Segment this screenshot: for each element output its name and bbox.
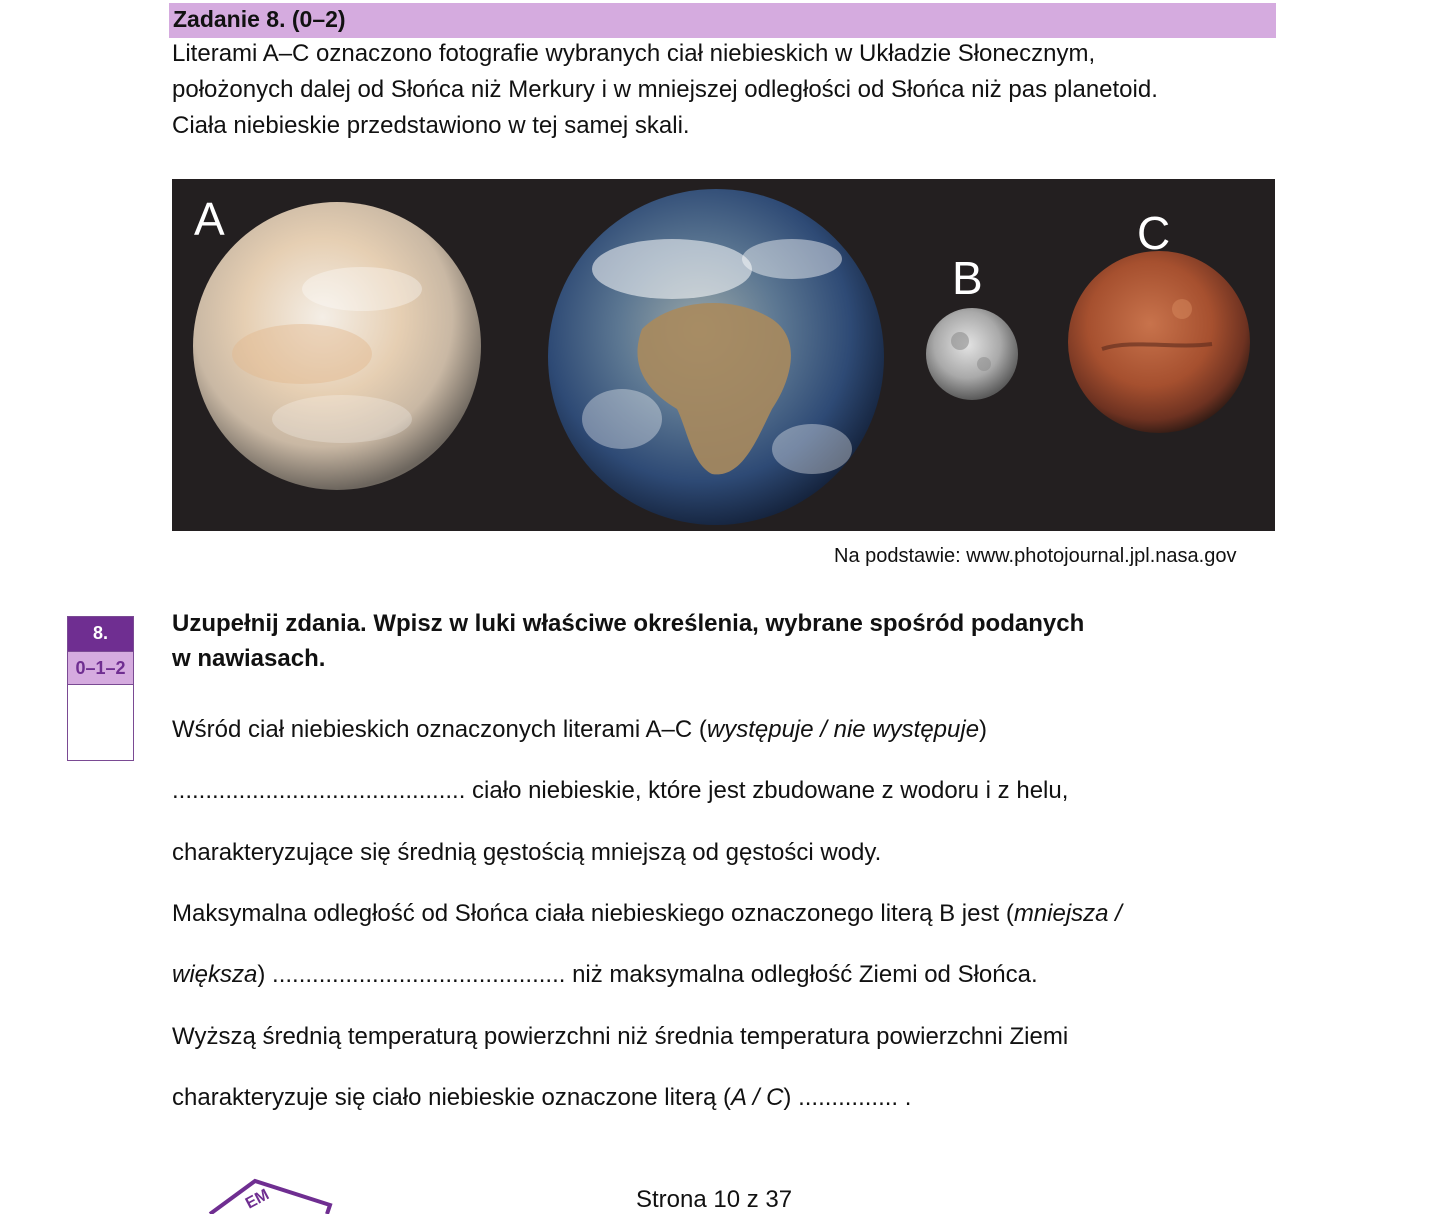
label-b: B (952, 252, 983, 304)
sentence-3-line-1: Wyższą średnią temperaturą powierzchni niż średnia temperatura powierzchni Ziemi (172, 1023, 1069, 1050)
figure-source: Na podstawie: www.photojournal.jpl.nasa.gov (834, 545, 1237, 567)
label-c: C (1137, 207, 1171, 259)
intro-line-2: położonych dalej od Słońca niż Merkury i w mniejszej odległości od Słońca niż pas planetoid. (172, 76, 1158, 103)
mars-planet (1068, 251, 1250, 433)
intro-text (172, 36, 1158, 144)
sentence-2-line-2: większa) ............................................ niż maksymalna odległość Ziemi od Słońca. (172, 961, 1038, 988)
page-number: Strona 10 z 37 (636, 1186, 793, 1213)
score-number: 8. (68, 617, 133, 651)
option-mniejsza: mniejsza / (1013, 900, 1122, 927)
instruction (172, 606, 1084, 676)
intro-line-3: Ciała niebieskie przedstawiono w tej samej skali. (172, 112, 690, 139)
sentence-1-line-3: charakteryzujące się średnią gęstością mniejszą od gęstości wody. (172, 839, 882, 866)
option-wystepuje: występuje / nie występuje (706, 716, 980, 743)
sentence-3-line-2: charakteryzuje się ciało niebieskie oznaczone literą (A / C) ............... . (172, 1084, 912, 1111)
sentence-2-line-1: Maksymalna odległość od Słońca ciała niebieskiego oznaczonego literą B jest (mniejsza / (172, 900, 1122, 927)
score-field (68, 685, 133, 760)
instruction-line-2: w nawiasach. (172, 645, 326, 672)
moon-body (926, 308, 1018, 400)
score-range: 0–1–2 (68, 651, 133, 685)
sentence-1-line-1: Wśród ciał niebieskich oznaczonych literami A–C (występuje / nie występuje) (172, 716, 988, 743)
cke-logo (205, 1175, 335, 1214)
option-a-c: A / C (730, 1084, 784, 1111)
sentence-1-line-2: ............................................ ciało niebieskie, które jest zbudowane z wodoru i z helu, (172, 777, 1069, 804)
svg-text:EM: EM (242, 1186, 273, 1213)
option-wieksza: większa (172, 961, 258, 988)
planets-photo (172, 179, 1275, 531)
label-a: A (194, 193, 225, 245)
instruction-line-1: Uzupełnij zdania. Wpisz w luki właściwe określenia, wybrane spośród podanych (172, 610, 1085, 637)
intro-line-1: Literami A–C oznaczono fotografie wybranych ciał niebieskich w Układzie Słonecznym, (172, 40, 1096, 67)
task-title: Zadanie 8. (0–2) (173, 6, 346, 32)
